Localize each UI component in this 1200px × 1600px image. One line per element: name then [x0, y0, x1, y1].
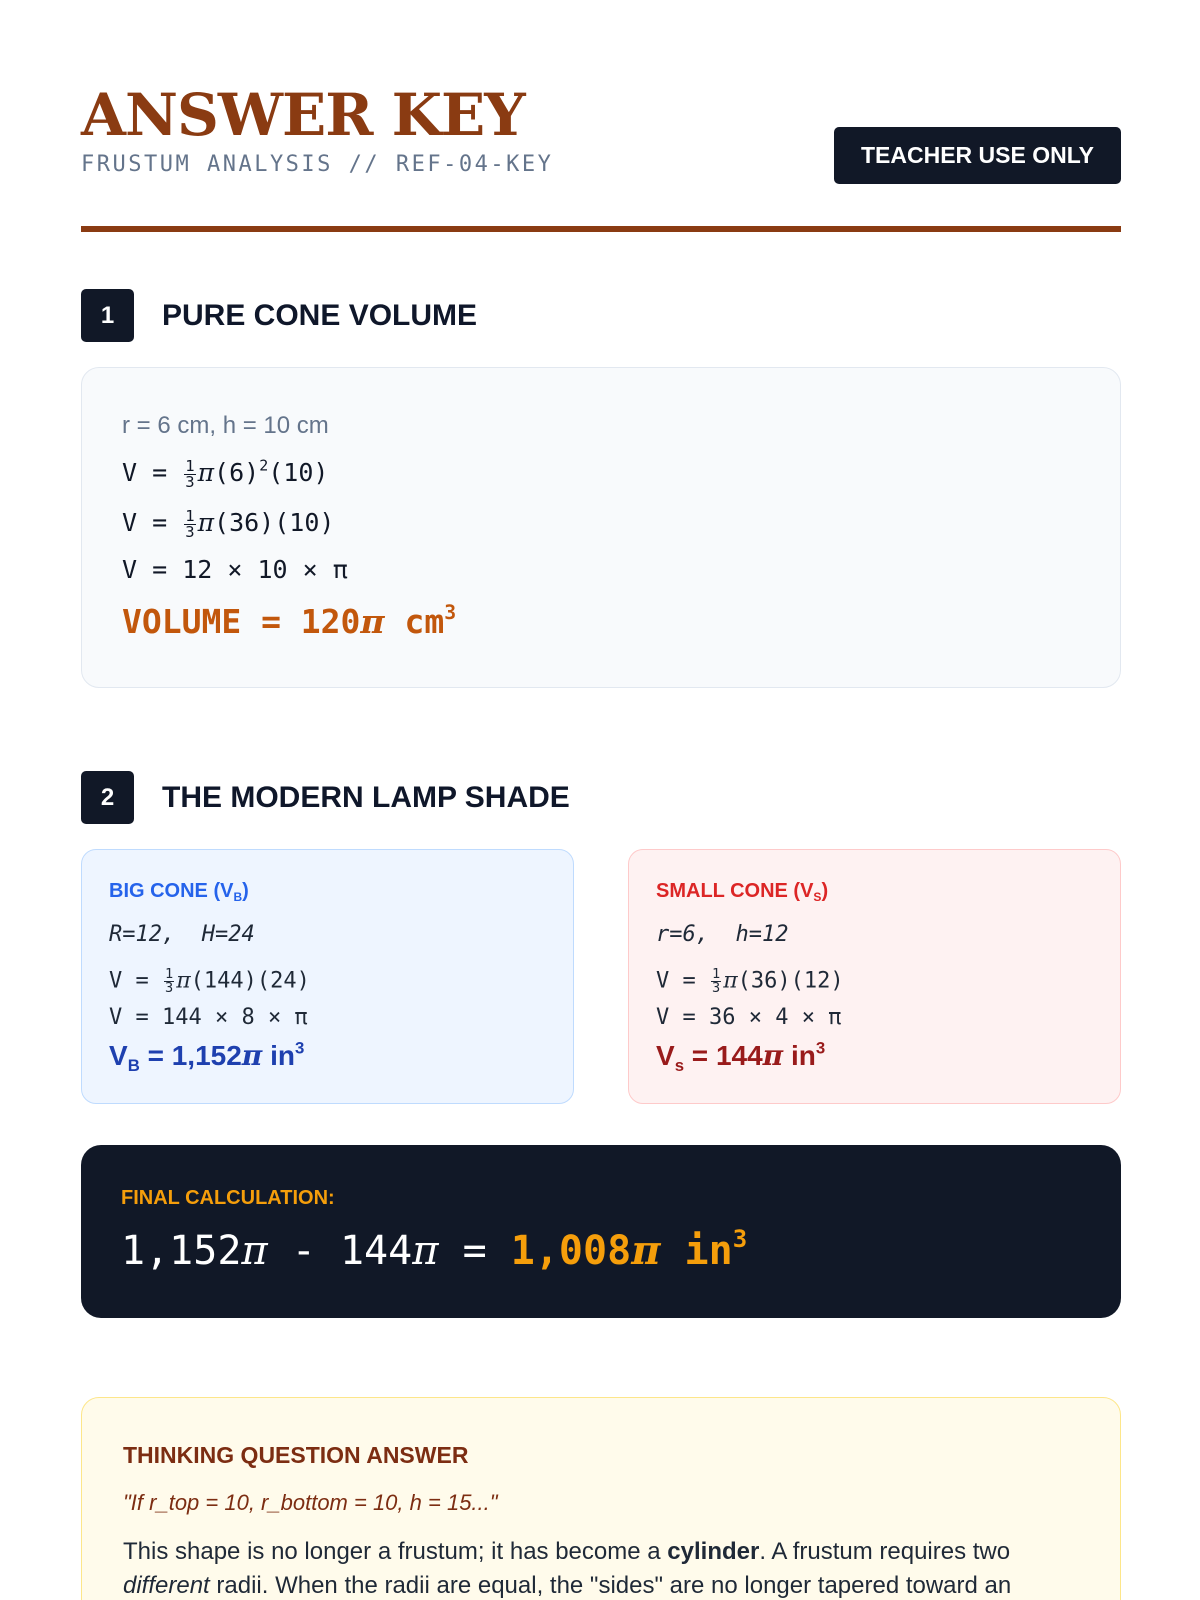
small-cone-line-1: V = $\frac{1}{3}$ π(36)(12)	[656, 966, 844, 996]
cone-volume-box	[81, 367, 1121, 688]
teacher-use-badge: TEACHER USE ONLY	[834, 127, 1121, 184]
thinking-question-answer: This shape is no longer a frustum; it has become a cylinder. A frustum requires two different radii. When the radii are equal, the "sides" are no longer tapered toward an	[123, 1538, 1012, 1599]
page-header	[81, 80, 1121, 177]
small-cone-card	[628, 849, 1121, 1104]
big-cone-card	[81, 849, 574, 1104]
section-2-header	[81, 771, 570, 824]
page-subtitle: FRUSTUM ANALYSIS // REF-04-KEY	[81, 152, 554, 177]
final-calculation-panel	[81, 1145, 1121, 1318]
fraction-one-third: $\frac{1}{3}$	[712, 966, 721, 996]
thinking-question-title: THINKING QUESTION ANSWER	[123, 1442, 469, 1468]
fraction-one-third: $\frac{1}{3}$	[185, 506, 195, 541]
thinking-question-quote: "If r_top = 10, r_bottom = 10, h = 15..."	[123, 1490, 498, 1515]
thinking-question-box	[81, 1397, 1121, 1600]
given-values: r = 6 cm, h = 10 cm	[122, 412, 329, 439]
volume-answer: VOLUME = 120π $cm^3$	[122, 601, 457, 641]
final-equation: 1,152π - 144π = 1,008π $in^3$	[121, 1225, 748, 1274]
page-title: ANSWER KEY	[81, 81, 525, 149]
section-1-header	[81, 289, 477, 342]
work-line-1: V = $\frac{1}{3}$ $\pi(6)^2(10)$	[122, 456, 329, 491]
work-line-2: V = $\frac{1}{3}$ π(36)(10)	[122, 506, 335, 541]
small-cone-result: $V_s = 144\pi$ $in^3$	[656, 1038, 826, 1075]
work-line-3: V = 12 × 10 × π	[122, 555, 348, 584]
section-title: THE MODERN LAMP SHADE	[162, 780, 570, 814]
section-number-badge: 2	[81, 771, 134, 824]
big-cone-line-1: V = $\frac{1}{3}$ π(144)(24)	[109, 966, 310, 996]
big-cone-given: R=12, H=24	[109, 922, 255, 947]
big-cone-line-2: V = 144 × 8 × π	[109, 1005, 308, 1030]
big-cone-label: BIG CONE $(V_B)$	[109, 880, 249, 905]
section-number-badge: 1	[81, 289, 134, 342]
final-calculation-label: FINAL CALCULATION:	[121, 1187, 335, 1209]
final-answer: 1,008π $in^3$	[510, 1225, 748, 1274]
fraction-one-third: $\frac{1}{3}$	[185, 456, 195, 491]
big-cone-result: $V_B = 1,152\pi$ $in^3$	[109, 1038, 305, 1075]
small-cone-line-2: V = 36 × 4 × π	[656, 1005, 842, 1030]
small-cone-label: SMALL CONE $(V_S)$	[656, 880, 829, 905]
section-title: PURE CONE VOLUME	[162, 298, 478, 332]
small-cone-given: r=6, h=12	[656, 922, 789, 947]
fraction-one-third: $\frac{1}{3}$	[165, 966, 174, 996]
header-divider	[81, 226, 1121, 232]
